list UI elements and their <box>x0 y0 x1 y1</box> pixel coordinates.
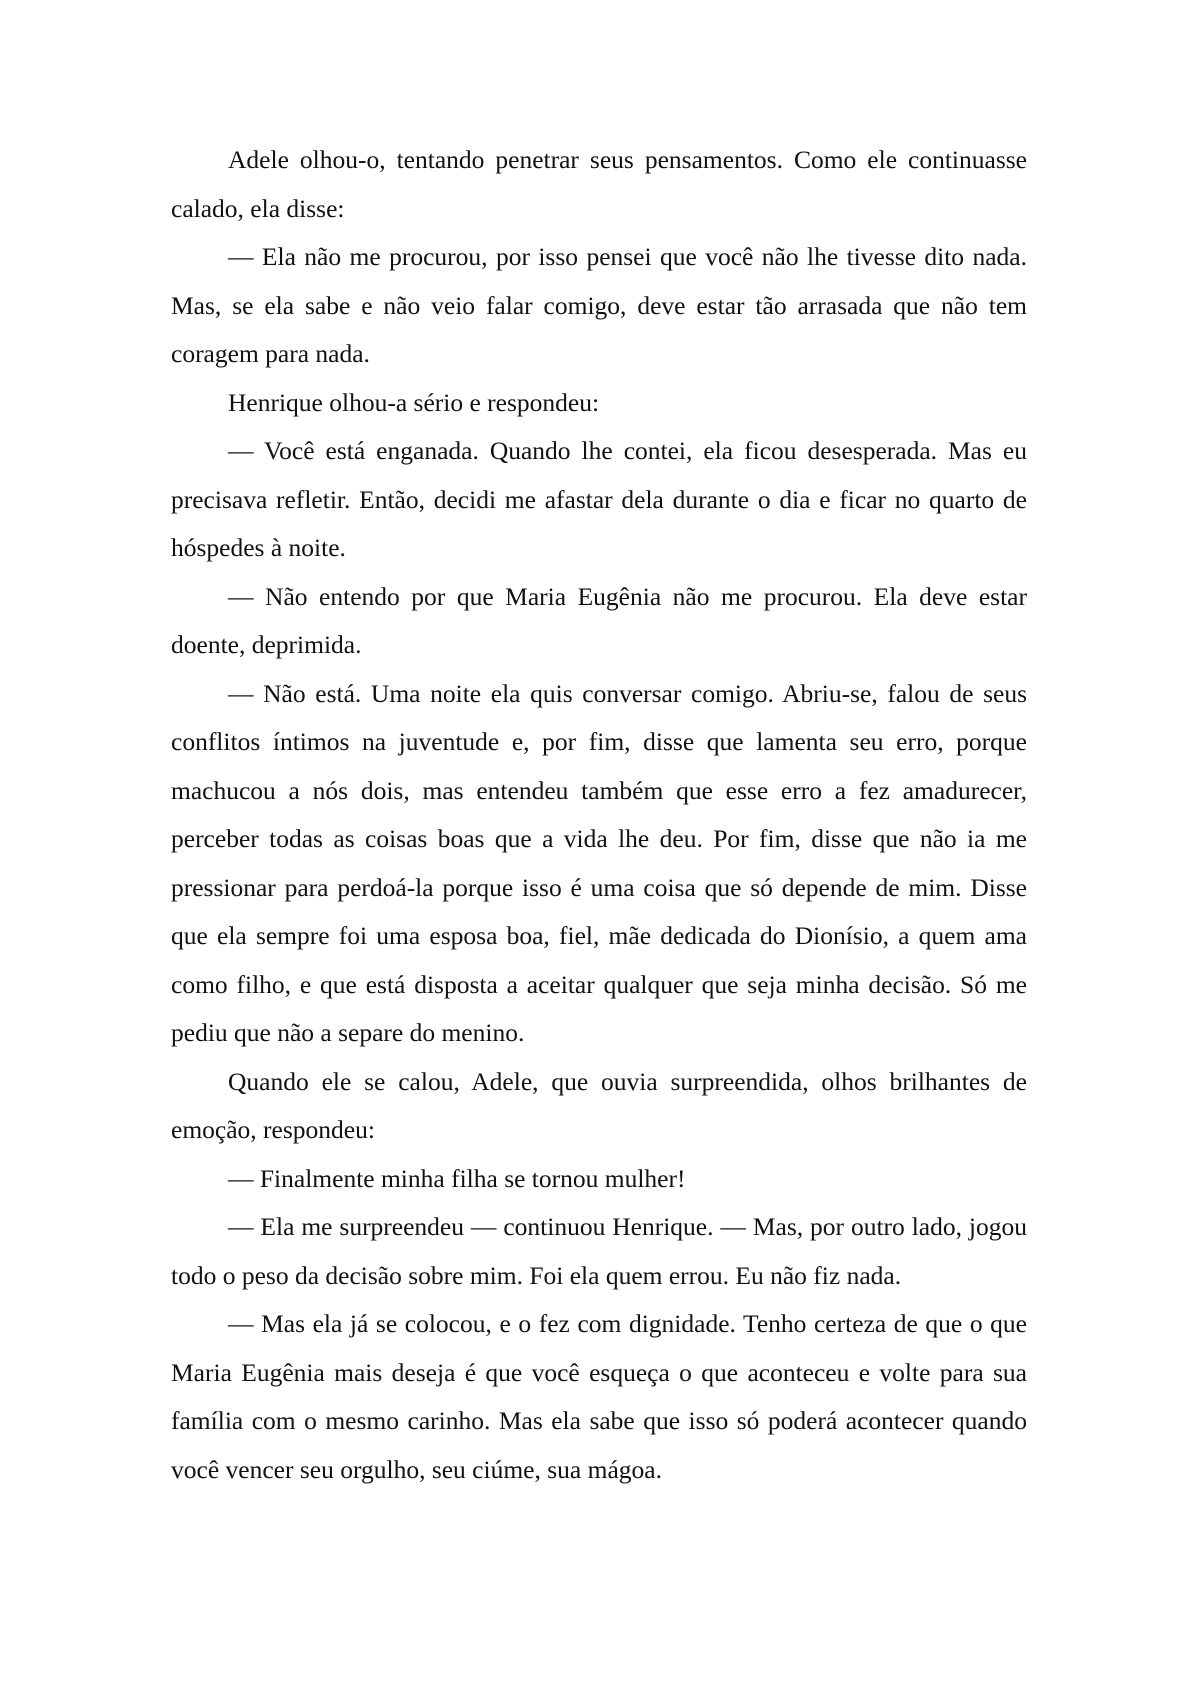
paragraph-2: — Ela não me procurou, por isso pensei que você não lhe tivesse dito nada. Mas, se ela sabe e não veio falar comigo, deve estar tão arrasada que não tem coragem para nada. <box>171 242 1027 368</box>
paragraph-10: — Mas ela já se colocou, e o fez com dignidade. Tenho certeza de que o que Maria Eugênia mais deseja é que você esqueça o que aconteceu e volte para sua família com o mesmo carinho. Mas ela sabe que isso só poderá acontecer quando você vencer seu orgulho, seu ciúme, sua mágoa. <box>171 1309 1027 1484</box>
paragraph-3: Henrique olhou-a sério e respondeu: <box>228 387 600 417</box>
paragraph-6: — Não está. Uma noite ela quis conversar comigo. Abriu-se, falou de seus conflitos íntimos na juventude e, por fim, disse que lamenta seu erro, porque machucou a nós dois, mas entendeu também que esse erro a fez amadurecer, perceber todas as coisas boas que a vida lhe deu. Por fim, disse que não ia me pressionar para perdoá-la porque isso é uma coisa que só depende de mim. Disse que ela sempre foi uma esposa boa, fiel, mãe dedicada do Dionísio, a quem ama como filho, e que está disposta a aceitar qualquer que seja minha decisão. Só me pediu que não a separe do menino. <box>171 678 1027 1047</box>
paragraph-7: Quando ele se calou, Adele, que ouvia surpreendida, olhos brilhantes de emoção, respondeu: <box>171 1066 1027 1144</box>
paragraph-1: Adele olhou-o, tentando penetrar seus pensamentos. Como ele continuasse calado, ela disse: <box>171 145 1027 223</box>
paragraph-9: — Ela me surpreendeu — continuou Henrique. — Mas, por outro lado, jogou todo o peso da decisão sobre mim. Foi ela quem errou. Eu não fiz nada. <box>171 1212 1027 1290</box>
document-page <box>171 136 1027 1494</box>
paragraph-4: — Você está enganada. Quando lhe contei, ela ficou desesperada. Mas eu precisava refletir. Então, decidi me afastar dela durante o dia e ficar no quarto de hóspedes à noite. <box>171 436 1027 562</box>
paragraph-8: — Finalmente minha filha se tornou mulher! <box>228 1163 686 1193</box>
paragraph-5: — Não entendo por que Maria Eugênia não me procurou. Ela deve estar doente, deprimida. <box>171 581 1027 659</box>
